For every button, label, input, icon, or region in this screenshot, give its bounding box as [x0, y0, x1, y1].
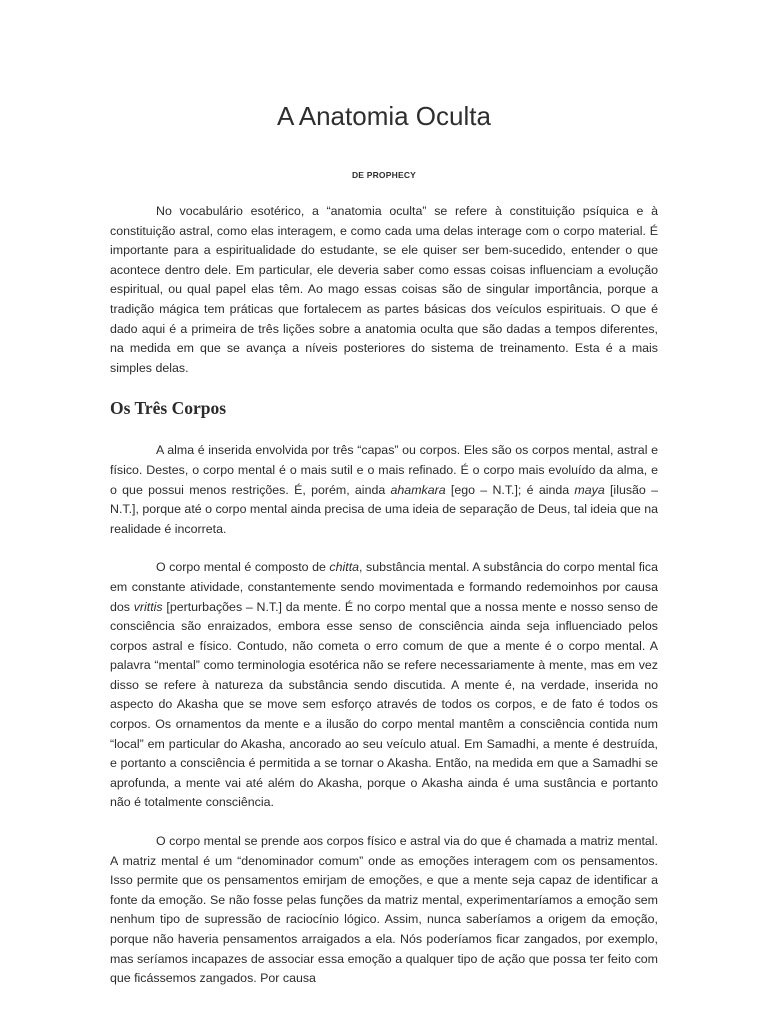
term-vrittis: vrittis — [133, 599, 163, 614]
paragraph-three-bodies — [110, 441, 658, 539]
paragraph-text: O corpo mental é composto de — [156, 560, 330, 575]
term-ahamkara: ahamkara — [390, 482, 446, 497]
paragraph-text: [perturbações – N.T.] da mente. É no corpo mental que a nossa mente e nosso senso de consciência são enraizados, embora esse senso de consciência ainda seja influenciado pelos corpos astral e físico. Contudo, não cometa o erro comum de que a mente é o corpo mental. A palavra “mental” como terminologia esotérica não se refere necessariamente à mente, mas em vez disso se refere à natureza da substância sendo discutida. A mente é, na verdade, inserida no aspecto do Akasha que se move sem esforço através de todos os corpos, e de fato é todos os corpos. Os ornamentos da mente e a ilusão do corpo mental mantêm a consciência contida num “local” em particular do Akasha, ancorado ao seu veículo atual. Em Samadhi, a mente é destruída, e portanto a consciência é permitida a se tornar o Akasha. Então, na medida em que a Samadhi se aprofunda, a mente vai até além do Akasha, porque o Akasha ainda é uma sustância e portanto não é totalmente consciência. — [110, 599, 658, 810]
paragraph-text: [ego – N.T.]; é ainda — [445, 482, 575, 497]
paragraph-mental-body — [110, 558, 658, 813]
author-byline: DE PROPHECY — [351, 170, 417, 180]
paragraph-text: A alma é inserida envolvida por três “capas” ou corpos. Eles são os corpos mental, astral e físico. Destes, o corpo mental é o mais sutil e o mais refinado. É o corpo mais evoluído da alma, e o que possui menos restrições. É, porém, ainda — [110, 443, 658, 497]
document-body — [110, 202, 658, 989]
paragraph-text: [ilusão – N.T.], porque até o corpo mental ainda precisa de uma ideia de separação de Deus, tal ideia que na realidade é incorreta. — [110, 482, 658, 536]
section-heading: Os Três Corpos — [110, 398, 227, 419]
paragraph-mental-matrix: O corpo mental se prende aos corpos físico e astral via do que é chamada a matriz mental. A matriz mental é um “denominador comum” onde as emoções interagem com os pensamentos. Isso permite que os pensamentos emirjam de emoções, e que a mente seja capaz de identificar a fonte da emoção. Se não fosse pelas funções da matriz mental, experimentaríamos a emoção sem nenhum tipo de supressão de raciocínio lógico. Assim, nunca saberíamos a origem da emoção, porque não haveria pensamentos arraigados a ela. Nós poderíamos ficar zangados, por exemplo, mas seríamos incapazes de associar essa emoção a qualquer tipo de ação que possa ter feito com que ficássemos zangados. Por causa — [110, 834, 658, 986]
intro-paragraph: No vocabulário esotérico, a “anatomia oculta” se refere à constituição psíquica e à constituição astral, como elas interagem, e como cada uma delas interage com o corpo material. É importante para a espiritualidade do estudante, se ele quiser ser bem-sucedido, entender o que acontece dentro dele. Em particular, ele deveria saber como essas coisas influenciam a evolução espiritual, ou qual papel elas têm. Ao mago essas coisas são de singular importância, porque a tradição mágica tem práticas que fortalecem as partes básicas dos veículos espirituais. O que é dado aqui é a primeira de três lições sobre a anatomia oculta que são dadas a tempos diferentes, na medida em que se avança a níveis posteriores do sistema de treinamento. Esta é a mais simples delas. — [110, 204, 658, 375]
term-chitta: chitta — [329, 560, 360, 575]
term-maya: maya — [574, 482, 605, 497]
document-title: A Anatomia Oculta — [277, 101, 491, 131]
paragraph-text: , substância mental. A substância do corpo mental fica em constante atividade, constantemente sendo movimentada e formando redemoinhos por causa dos — [110, 560, 659, 614]
